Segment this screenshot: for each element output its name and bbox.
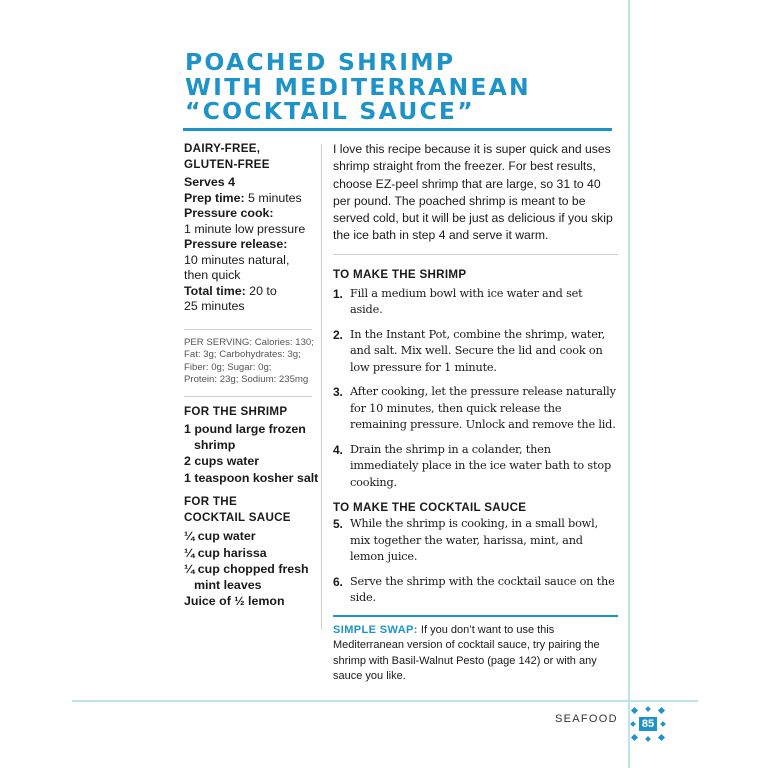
- step: [333, 327, 618, 377]
- prep-time-value: 5 minutes: [244, 190, 302, 205]
- recipe-method-column: [333, 141, 618, 685]
- pressure-release-value: then quick: [184, 268, 241, 282]
- step-number: 5.: [333, 517, 343, 532]
- ingredient-line: 1 pound large frozen: [184, 422, 306, 437]
- step-text: After cooking, let the pressure release naturally for 10 minutes, then quick release the remaining pressure. Unlock and remove the lid.: [350, 385, 616, 432]
- step: [333, 516, 618, 566]
- nutrition-line: Fiber: 0g; Sugar: 0g;: [184, 361, 272, 373]
- step-text: Drain the shrimp in a colander, then immediately place in the ice water bath to stop cooking.: [350, 442, 611, 489]
- title-line: POACHED SHRIMP: [185, 48, 456, 76]
- title-line: “COCKTAIL SAUCE”: [185, 97, 475, 125]
- column-divider: [321, 144, 322, 630]
- pressure-cook-value: 1 minute low pressure: [184, 221, 306, 236]
- pressure-release-label: Pressure release:: [184, 237, 288, 251]
- recipe-title: [185, 50, 625, 124]
- divider: [333, 254, 618, 255]
- recipe-info-column: [184, 141, 319, 610]
- page-frame-vertical: [628, 0, 630, 768]
- step-number: 4.: [333, 442, 343, 457]
- simple-swap-note: [333, 623, 618, 685]
- total-time-label: Total time:: [184, 283, 246, 298]
- step-number: 1.: [333, 286, 343, 301]
- serves: Serves 4: [184, 175, 235, 189]
- prep-time: [184, 191, 316, 207]
- simple-swap-label: SIMPLE SWAP:: [333, 623, 418, 636]
- ingredient-line: shrimp: [194, 437, 236, 452]
- step-text: Fill a medium bowl with ice water and set aside.: [350, 286, 583, 317]
- divider: [184, 396, 312, 397]
- ingredient-item: 2 cups water: [184, 454, 260, 469]
- step-number: 3.: [333, 385, 343, 400]
- recipe-intro: I love this recipe because it is super quick and uses shrimp straight from the freezer. For best results, choose EZ-peel shrimp that are large, so 31 to 40 per pound. The poached shrimp is meant to be served cold, but it will be just as delicious if you skip the ice bath in step 4 and serve it warm.: [333, 142, 613, 243]
- page-frame-horizontal: [72, 700, 698, 702]
- pressure-release-value: 10 minutes natural,: [184, 252, 290, 267]
- total-time-value: 25 minutes: [184, 299, 245, 313]
- footer-section-name: SEAFOOD: [555, 713, 618, 725]
- nutrition-line: Fat: 3g; Carbohydrates: 3g;: [184, 349, 301, 361]
- diet-label: DAIRY-FREE,: [184, 142, 261, 155]
- page-number-badge: [630, 706, 666, 742]
- ingredient-item: ¼ cup harissa: [184, 545, 267, 560]
- step-number: 6.: [333, 574, 343, 589]
- total-time-value: 20 to: [245, 283, 277, 298]
- step-text: Serve the shrimp with the cocktail sauce on the side.: [350, 574, 615, 605]
- nutrition-info: [184, 337, 316, 387]
- section-heading: TO MAKE THE SHRIMP: [333, 267, 467, 281]
- sauce-ingredients-heading: FOR THE: [184, 495, 237, 509]
- step: [333, 574, 618, 607]
- divider: [184, 329, 312, 330]
- swap-divider: [333, 615, 618, 617]
- title-divider: [183, 128, 612, 131]
- ingredient-item: 1 teaspoon kosher salt: [184, 470, 319, 485]
- step: [333, 286, 618, 319]
- shrimp-ingredients-heading: FOR THE SHRIMP: [184, 404, 288, 418]
- step-text: While the shrimp is cooking, in a small bowl, mix together the water, harissa, mint, and lemon juice.: [350, 517, 598, 564]
- page-number: 85: [639, 717, 657, 731]
- total-time: [184, 284, 316, 300]
- step-text: In the Instant Pot, combine the shrimp, water, and salt. Mix well. Secure the lid and cook on low pressure for 1 minute.: [350, 327, 606, 374]
- prep-time-label: Prep time:: [184, 190, 245, 205]
- nutrition-line: Protein: 23g; Sodium: 235mg: [184, 374, 309, 386]
- ingredient-line: mint leaves: [194, 577, 262, 592]
- pressure-cook-label: Pressure cook:: [184, 206, 274, 220]
- ingredient-item: ¼ cup water: [184, 529, 256, 544]
- ingredient-item: [184, 422, 316, 453]
- ingredient-item: [184, 562, 316, 593]
- nutrition-line: PER SERVING: Calories: 130;: [184, 336, 314, 348]
- ingredient-item: Juice of ½ lemon: [184, 594, 285, 609]
- section-heading: TO MAKE THE COCKTAIL SAUCE: [333, 501, 527, 515]
- sauce-ingredients-heading: COCKTAIL SAUCE: [184, 510, 291, 524]
- diet-label: GLUTEN-FREE: [184, 157, 270, 171]
- title-line: WITH MEDITERRANEAN: [185, 72, 531, 101]
- step: [333, 384, 618, 434]
- ingredient-line: ¼ cup chopped fresh: [184, 562, 309, 577]
- simple-swap-text: If you don’t want to use this Mediterranean version of cocktail sauce, try pairing the shrimp with Basil-Walnut Pesto (page 142) or with any sauce you like.: [333, 623, 600, 683]
- step-number: 2.: [333, 327, 343, 342]
- step: [333, 442, 618, 492]
